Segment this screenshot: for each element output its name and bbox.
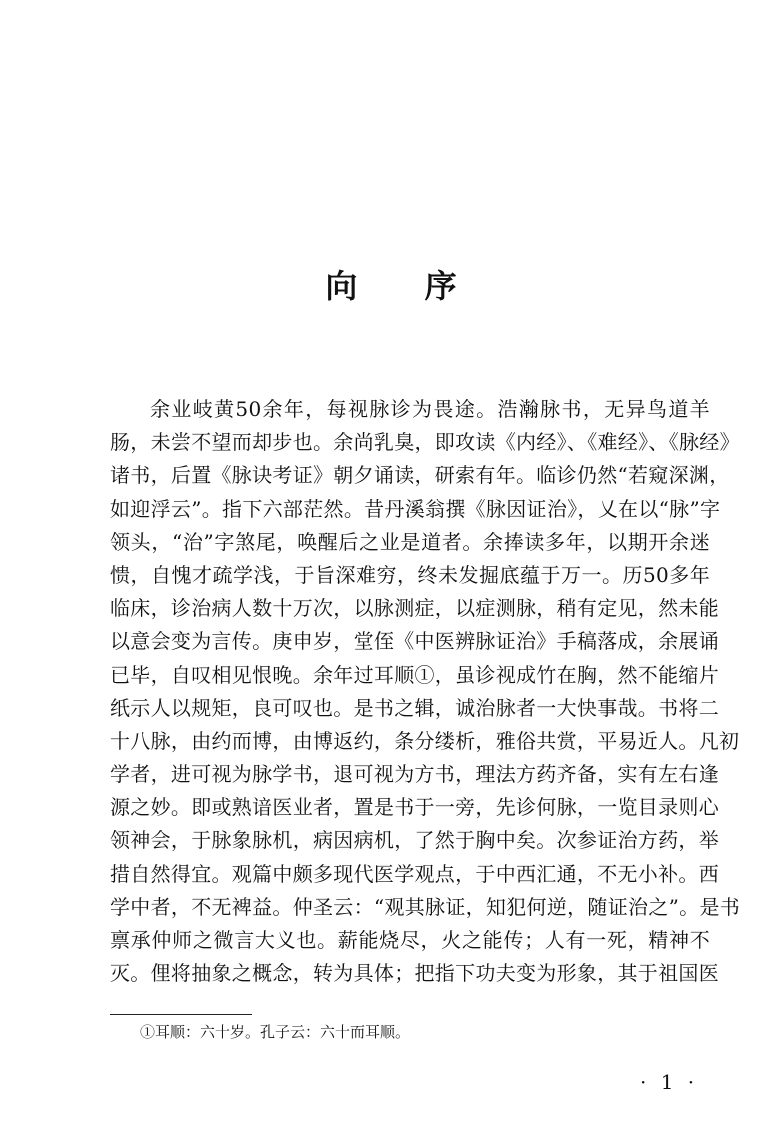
page-number: · 1 · xyxy=(640,1070,699,1094)
footnote: ①耳顺：六十岁。孔子云：六十而耳顺。 xyxy=(140,1023,411,1041)
text-line: 措自然得宜。观篇中颇多现代医学观点，于中西汇通，不无小补。西 xyxy=(110,861,719,886)
page-title: 向 序 xyxy=(325,267,485,305)
text-line: 如迎浮云”。指下六部茫然。昔丹溪翁撰《脉因证治》，乂在以“脉”字 xyxy=(110,496,721,521)
text-line: 纸示人以规矩，良可叹也。是书之辑，诚治脉者一大快事哉。书将二 xyxy=(110,695,719,720)
text-line: 学者，进可视为脉学书，退可视为方书，理法方药齐备，实有左右逢 xyxy=(110,762,719,787)
text-line: 领神会，于脉象脉机，病因病机，了然于胸中矣。次参证治方药，举 xyxy=(110,828,719,853)
text-line: 领头，“治”字煞尾，唤醒后之业是道者。余捧读多年，以期开余迷 xyxy=(110,529,710,554)
text-line: 已毕，自叹相见恨晚。余年过耳顺①，虽诊视成竹在胸，然不能缩片 xyxy=(110,662,719,687)
text-line: 以意会变为言传。庚申岁，堂侄《中医辨脉证治》手稿落成，余展诵 xyxy=(110,629,719,654)
text-line: 诸书，后置《脉诀考证》朝夕诵读，研索有年。临诊仍然“若窥深渊， xyxy=(110,463,730,488)
text-line: 十八脉，由约而博，由博返约，条分缕析，雅俗共赏，平易近人。凡初 xyxy=(110,728,740,753)
text-line: 源之妙。即或熟谙医业者，置是书于一旁，先诊何脉，一览目录则心 xyxy=(110,795,719,820)
footnote-divider xyxy=(110,1014,252,1015)
text-line: 灭。俚将抽象之概念，转为具体；把指下功夫变为形象，其于祖国医 xyxy=(110,961,719,986)
text-line: 肠，未尝不望而却步也。余尚乳臭，即攻读《内经》、《难经》、《脉经》 xyxy=(110,430,740,455)
text-line: 学中者，不无裨益。仲圣云：“观其脉证，知犯何逆，随证治之”。是书 xyxy=(110,894,741,919)
text-line: 余业岐黄50余年，每视脉诊为畏途。浩瀚脉书，无异鸟道羊 xyxy=(150,397,710,421)
text-line: 禀承仲师之微言大义也。薪能烧尽，火之能传；人有一死，精神不 xyxy=(110,928,710,952)
preface-paragraph xyxy=(110,393,741,990)
text-line: 临床，诊治病人数十万次，以脉测症，以症测脉，稍有定见，然未能 xyxy=(110,596,719,621)
text-line: 愦，自愧才疏学浅，于旨深难穷，终未发掘底蕴于万一。历50多年 xyxy=(110,562,710,587)
